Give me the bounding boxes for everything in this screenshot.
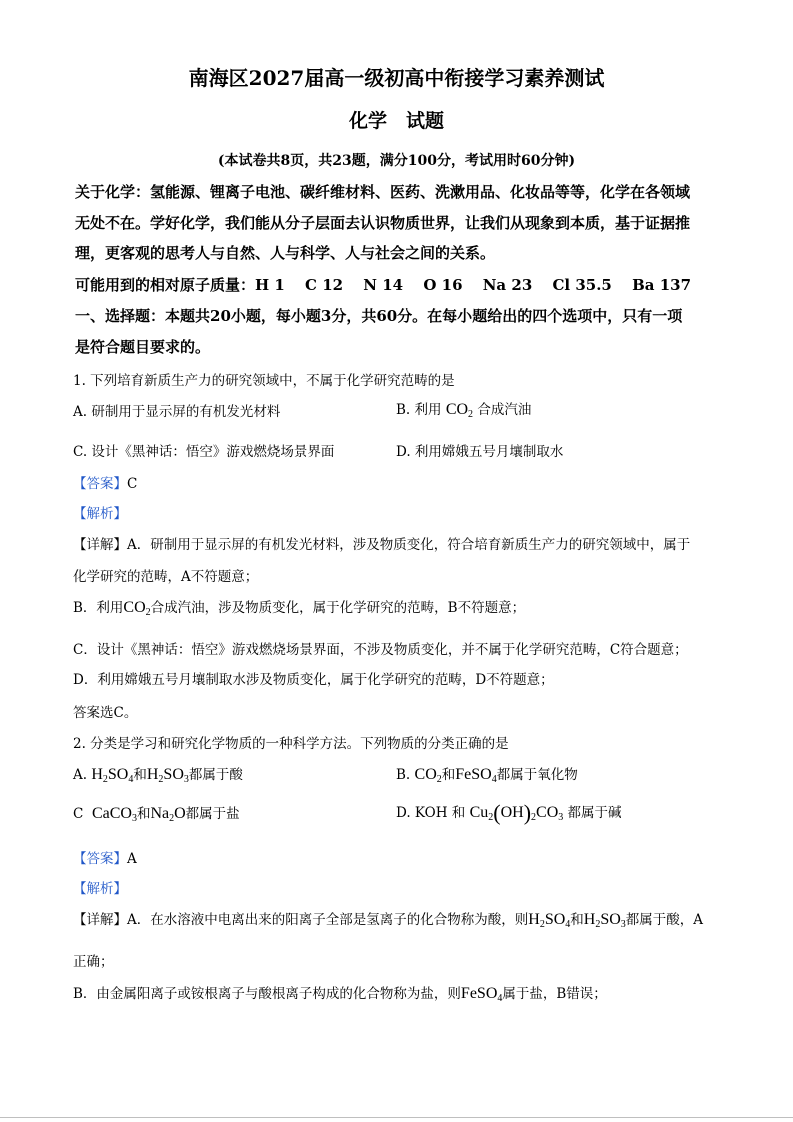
- detail-text: B．由金属阳离子或铵根离子与酸根离子构成的化合物称为盐，则: [73, 986, 461, 1002]
- answer-tag: 【答案】: [73, 476, 127, 492]
- detail-text: A．在水溶液中电离出来的阳离子全部是氢离子的化合物称为酸，则: [127, 912, 529, 928]
- co2-formula: [415, 766, 442, 783]
- section1-heading-line-2: 是符合题目要求的。: [75, 338, 211, 356]
- detail-tag: 【详解】: [73, 912, 127, 928]
- formula-subscript: 4: [491, 774, 497, 785]
- conjunction: 和: [136, 806, 151, 822]
- option-label: A.: [73, 767, 88, 783]
- h2so4-formula: [91, 766, 133, 783]
- q2-answer: [73, 847, 137, 867]
- q1-detail-d: D．利用嫦娥五号月壤制取水涉及物质变化，属于化学研究的范畴，D不符题意；: [73, 672, 554, 688]
- q1-analysis-tag: [73, 502, 127, 522]
- q2-option-b: [396, 763, 578, 785]
- formula-subscript: 3: [620, 919, 626, 930]
- formula-subscript: 2: [539, 919, 545, 930]
- q2-analysis-tag: [73, 877, 127, 897]
- co2-formula: [123, 599, 150, 616]
- q1-detail-line-2: 化学研究的范畴，A不符题意；: [73, 569, 259, 585]
- formula-part: FeSO: [460, 985, 498, 1002]
- q2-option-d: [396, 800, 622, 826]
- formula-subscript: 3: [131, 813, 137, 824]
- answer-value: A: [127, 851, 137, 867]
- detail-tag: 【详解】: [73, 537, 127, 553]
- q2-detail-a-line-1: [73, 908, 703, 930]
- q1-option-b-pre: B. 利用: [396, 402, 442, 418]
- exam-title: 南海区2027届高一级初高中衔接学习素养测试: [188, 66, 605, 90]
- analysis-tag: 【解析】: [73, 506, 127, 522]
- formula-part: OH: [500, 804, 524, 821]
- cu2oh2co3-formula: [469, 800, 564, 825]
- detail-b-pre: B．利用: [73, 600, 124, 616]
- formula-subscript: 2: [436, 774, 442, 785]
- detail-text: 属于盐，B错误；: [502, 986, 607, 1002]
- atomic-masses: 可能用到的相对原子质量：H 1 C 12 N 14 O 16 Na 23 Cl 35.5 Ba 137: [75, 276, 692, 294]
- conjunction: 和: [441, 767, 456, 783]
- formula-subscript: 3: [558, 812, 564, 823]
- formula-part: SO: [163, 766, 184, 783]
- conjunction: 和: [133, 767, 147, 783]
- formula-part: CO: [414, 766, 437, 783]
- h2so3-formula: [584, 911, 626, 928]
- q2-option-c: [73, 802, 240, 824]
- detail-text: 都属于酸，A: [625, 912, 704, 928]
- formula-subscript: 2: [169, 813, 175, 824]
- q1-answer: [73, 472, 137, 492]
- formula-part: Na: [150, 805, 170, 822]
- formula-part: H: [91, 766, 103, 783]
- formula-subscript: 4: [565, 919, 571, 930]
- section1-heading-line-1: 一、选择题：本题共20小题，每小题3分，共60分。在每小题给出的四个选项中，只有一项: [75, 307, 683, 325]
- h2so3-formula: [147, 766, 189, 783]
- formula-subscript: 2: [145, 607, 151, 618]
- detail-b-post: 合成汽油，涉及物质变化，属于化学研究的范畴，B不符题意；: [150, 600, 526, 616]
- conjunction: 和: [570, 912, 584, 928]
- q1-conclusion: 答案选C。: [73, 705, 138, 721]
- formula-subscript: 2: [158, 774, 164, 785]
- option-post: 都属于氧化物: [496, 767, 578, 783]
- detail-text: A．研制用于显示屏的有机发光材料，涉及物质变化，符合培育新质生产力的研究领域中，属于: [127, 537, 691, 553]
- q1-option-a: A. 研制用于显示屏的有机发光材料: [73, 404, 281, 420]
- formula-paren: (: [493, 800, 501, 825]
- co2-formula: [446, 401, 473, 418]
- q1-option-c: C. 设计《黑神话：悟空》游戏燃烧场景界面: [73, 444, 335, 460]
- exam-subtitle: 化学 试题: [348, 110, 444, 132]
- formula-part: SO: [600, 911, 621, 928]
- formula-subscript: 2: [102, 774, 108, 785]
- q2-detail-b: [73, 982, 607, 1004]
- answer-tag: 【答案】: [73, 851, 127, 867]
- option-post: 都属于盐: [185, 806, 240, 822]
- formula-paren: ): [523, 800, 532, 825]
- na2o-formula: [150, 805, 185, 822]
- feso4-formula: [455, 766, 496, 783]
- q1-option-d: D. 利用嫦娥五号月壤制取水: [396, 444, 564, 460]
- q1-detail-line-1: [73, 533, 690, 553]
- option-pre: D. KOH 和: [396, 805, 466, 821]
- formula-part: H: [583, 911, 596, 928]
- formula-text: CO: [445, 401, 469, 418]
- q2-option-a: [73, 763, 243, 785]
- formula-subscript: 4: [497, 993, 503, 1004]
- formula-subscript: 2: [595, 919, 601, 930]
- feso4-formula: [461, 985, 502, 1002]
- exam-note: (本试卷共8页，共23题，满分100分，考试用时60分钟): [217, 153, 576, 169]
- q2-stem: 2. 分类是学习和研究化学物质的一种科学方法。下列物质的分类正确的是: [73, 736, 509, 752]
- option-label: B.: [396, 767, 411, 783]
- formula-part: H: [528, 911, 540, 928]
- h2so4-formula: [528, 911, 570, 928]
- formula-part: CaCO: [91, 805, 132, 822]
- page-bottom-divider: [0, 1117, 793, 1118]
- formula-subscript: 2: [468, 409, 474, 420]
- intro-line-3: 理，更客观的思考人与自然、人与科学、人与社会之间的关系。: [75, 244, 496, 262]
- formula-text: CO: [123, 599, 146, 616]
- formula-subscript: 2: [488, 812, 494, 823]
- option-post: 都属于碱: [567, 805, 622, 821]
- formula-part: CO: [536, 804, 559, 821]
- analysis-tag: 【解析】: [73, 881, 127, 897]
- answer-value: C: [127, 476, 138, 492]
- formula-part: Cu: [469, 804, 489, 821]
- q1-detail-b: [73, 596, 525, 618]
- formula-part: H: [146, 766, 159, 783]
- q1-detail-c: C．设计《黑神话：悟空》游戏燃烧场景界面，不涉及物质变化，并不属于化学研究范畴，C符合题意；: [73, 642, 688, 658]
- formula-part: FeSO: [455, 766, 492, 783]
- q1-option-b: [396, 398, 531, 420]
- formula-subscript: 3: [183, 774, 189, 785]
- intro-line-2: 无处不在。学好化学，我们能从分子层面去认识物质世界，让我们从现象到本质，基于证据推: [75, 214, 691, 232]
- caco3-formula: [92, 805, 137, 822]
- formula-subscript: 4: [128, 774, 134, 785]
- formula-subscript: 2: [531, 812, 537, 823]
- q2-detail-a-line-2: 正确；: [73, 954, 114, 970]
- q1-stem: 1. 下列培育新质生产力的研究领域中，不属于化学研究范畴的是: [73, 373, 455, 389]
- formula-part: SO: [107, 766, 129, 783]
- formula-part: O: [174, 805, 186, 822]
- intro-line-1: 关于化学：氢能源、锂离子电池、碳纤维材料、医药、洗漱用品、化妆品等等，化学在各领域: [75, 183, 691, 201]
- option-post: 都属于酸: [188, 767, 243, 783]
- q1-option-b-post: 合成汽油: [477, 402, 532, 418]
- formula-part: SO: [544, 911, 566, 928]
- option-label: C: [73, 806, 84, 822]
